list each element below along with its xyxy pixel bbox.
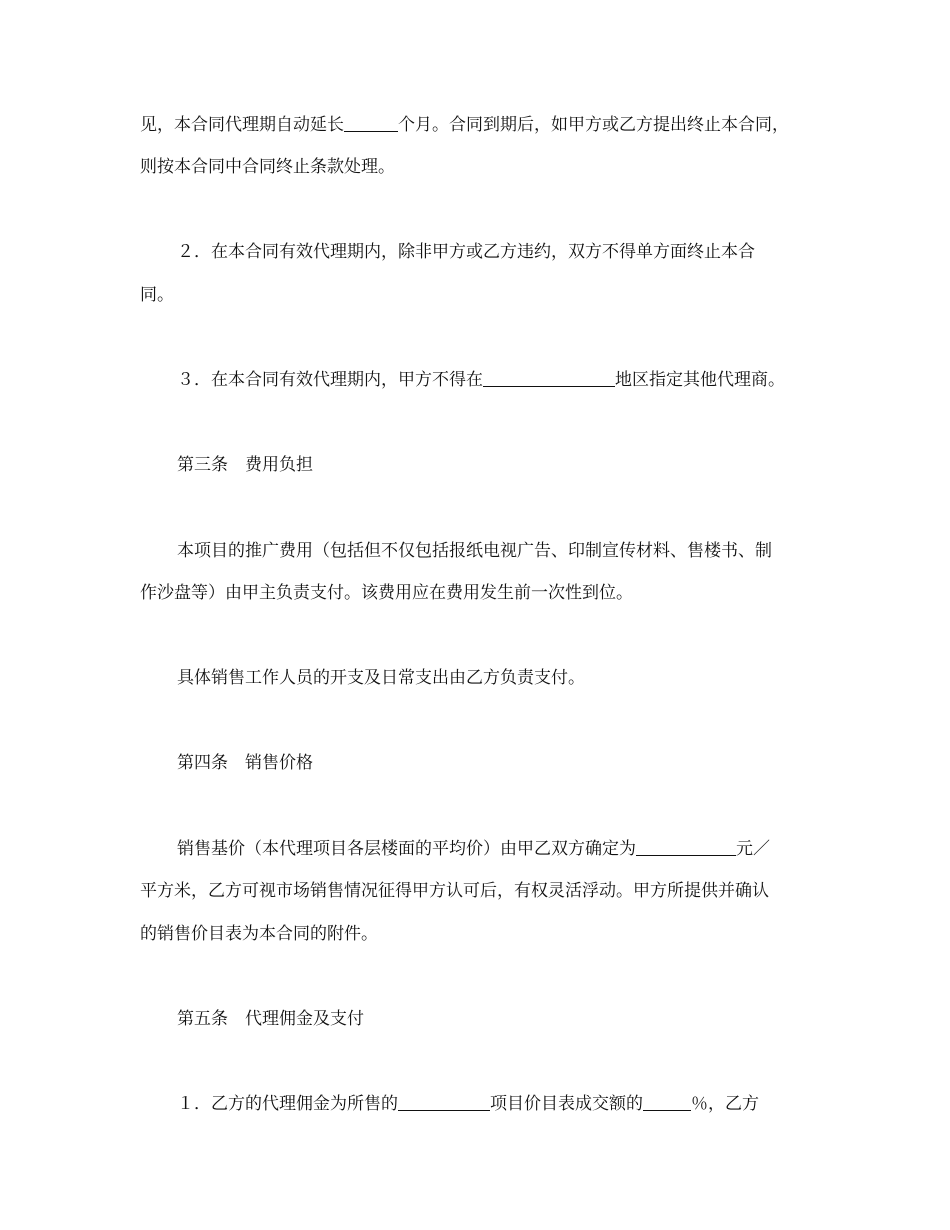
text-segment: 项目价目表成交额的 — [490, 1094, 643, 1114]
fill-blank-price — [636, 839, 736, 856]
paragraph-2-line-1: ２．在本合同有效代理期内，除非甲方或乙方违约，双方不得单方面终止本合 — [177, 242, 755, 262]
section-heading-3: 第三条 费用负担 — [177, 455, 313, 475]
section-heading-5: 第五条 代理佣金及支付 — [177, 1009, 364, 1029]
paragraph-4-line-1: 本项目的推广费用（包括但不仅包括报纸电视广告、印制宣传材料、售楼书、制 — [177, 541, 772, 561]
text-segment: ３．在本合同有效代理期内，甲方不得在 — [177, 370, 483, 390]
text-segment: 见，本合同代理期自动延长 — [140, 115, 344, 135]
paragraph-6-line-1 — [177, 837, 857, 861]
section-heading-4: 第四条 销售价格 — [177, 753, 313, 773]
text-segment: ％，乙方 — [691, 1094, 759, 1114]
paragraph-4-line-2: 作沙盘等）由甲主负责支付。该费用应在费用发生前一次性到位。 — [140, 583, 633, 603]
paragraph-2-line-2: 同。 — [140, 285, 174, 305]
fill-blank-project — [398, 1094, 490, 1111]
fill-blank-months — [344, 115, 398, 132]
paragraph-5: 具体销售工作人员的开支及日常支出由乙方负责支付。 — [177, 668, 585, 688]
fill-blank-region — [483, 370, 615, 387]
text-segment: 元／ — [736, 839, 770, 859]
fill-blank-percent — [643, 1094, 691, 1111]
text-segment: 地区指定其他代理商。 — [615, 370, 785, 390]
text-segment: 销售基价（本代理项目各层楼面的平均价）由甲乙双方确定为 — [177, 839, 636, 859]
paragraph-3 — [177, 368, 857, 392]
paragraph-7-line-1 — [177, 1092, 857, 1116]
paragraph-6-line-2: 平方米，乙方可视市场销售情况征得甲方认可后，有权灵活浮动。甲方所提供并确认 — [140, 881, 769, 901]
paragraph-1-line-2: 则按本合同中合同终止条款处理。 — [140, 157, 395, 177]
paragraph-6-line-3: 的销售价目表为本合同的附件。 — [140, 924, 378, 944]
paragraph-1-line-1 — [140, 113, 820, 137]
text-segment: 个月。合同到期后，如甲方或乙方提出终止本合同， — [398, 115, 789, 135]
text-segment: １．乙方的代理佣金为所售的 — [177, 1094, 398, 1114]
